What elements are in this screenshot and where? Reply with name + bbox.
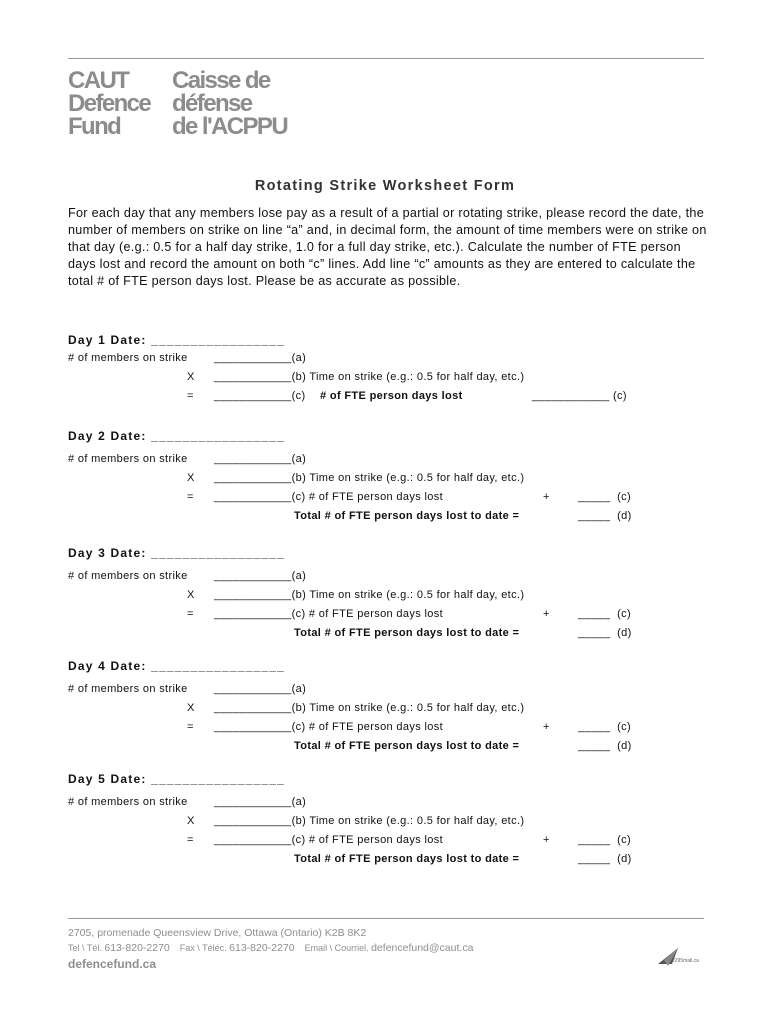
day-5-date-field[interactable]: Day 5 Date: _________________ xyxy=(68,772,285,786)
fte-c-field[interactable]: ____________ (c) xyxy=(532,390,627,402)
line-b-field[interactable]: ____________(b) Time on strike (e.g.: 0.5 for half day, etc.) xyxy=(214,702,525,714)
logo-en-line3: Fund xyxy=(68,113,121,140)
d-total-field[interactable]: _____ (d) xyxy=(578,853,632,865)
times-sign: X xyxy=(187,472,195,484)
times-sign: X xyxy=(187,702,195,714)
d-total-field[interactable]: _____ (d) xyxy=(578,740,632,752)
plus-sign: + xyxy=(543,721,550,733)
c-sum-field[interactable]: _____ (c) xyxy=(578,834,632,846)
line-a-field[interactable]: ____________(a) xyxy=(214,570,307,582)
line-b-field[interactable]: ____________(b) Time on strike (e.g.: 0.5 for half day, etc.) xyxy=(214,472,525,484)
total-label: Total # of FTE person days lost to date = xyxy=(294,627,520,639)
logo-en-line2: Defence xyxy=(68,90,151,117)
line-b-field[interactable]: ____________(b) Time on strike (e.g.: 0.5 for half day, etc.) xyxy=(214,589,525,601)
times-sign: X xyxy=(187,815,195,827)
line-b-field[interactable]: ____________(b) Time on strike (e.g.: 0.5 for half day, etc.) xyxy=(214,815,525,827)
logo-en-line1: CAUT xyxy=(68,67,129,94)
fte-label: # of FTE person days lost xyxy=(320,390,463,402)
email-label: Email \ Courriel. xyxy=(304,943,369,953)
members-label: # of members on strike xyxy=(68,683,188,695)
line-a-field[interactable]: ____________(a) xyxy=(214,352,307,364)
footer-website-link[interactable]: defencefund.ca xyxy=(68,957,157,971)
mail-logo xyxy=(656,944,700,968)
line-c-field[interactable]: ____________(c) # of FTE person days lost xyxy=(214,491,443,503)
logo-fr-line3: de l'ACPPU xyxy=(172,113,288,140)
mail-logo-text: 2295mali.ca xyxy=(672,958,699,964)
total-label: Total # of FTE person days lost to date = xyxy=(294,740,520,752)
day-2-date-field[interactable]: Day 2 Date: _________________ xyxy=(68,429,285,443)
line-a-field[interactable]: ____________(a) xyxy=(214,683,307,695)
footer-contact xyxy=(68,942,473,954)
equals-sign: = xyxy=(187,608,194,620)
page-title: Rotating Strike Worksheet Form xyxy=(254,178,516,194)
day-1-date-field[interactable]: Day 1 Date: _________________ xyxy=(68,333,285,347)
plus-sign: + xyxy=(543,834,550,846)
times-sign: X xyxy=(187,371,195,383)
top-rule xyxy=(68,58,704,59)
equals-sign: = xyxy=(187,834,194,846)
line-a-field[interactable]: ____________(a) xyxy=(214,453,307,465)
d-total-field[interactable]: _____ (d) xyxy=(578,627,632,639)
members-label: # of members on strike xyxy=(68,453,188,465)
paper-plane-icon xyxy=(656,944,700,968)
members-label: # of members on strike xyxy=(68,570,188,582)
equals-sign: = xyxy=(187,721,194,733)
equals-sign: = xyxy=(187,390,194,402)
logo-fr-line1: Caisse de xyxy=(172,67,270,94)
plus-sign: + xyxy=(543,491,550,503)
tel-label: Tel \ Tél. xyxy=(68,943,102,953)
footer-address: 2705, promenade Queensview Drive, Ottawa (Ontario) K2B 8K2 xyxy=(68,927,367,939)
logo-fr-line2: défense xyxy=(172,90,252,117)
line-c-field[interactable]: ____________(c) # of FTE person days lost xyxy=(214,721,443,733)
line-c-field[interactable]: ____________(c) xyxy=(214,390,306,402)
c-sum-field[interactable]: _____ (c) xyxy=(578,721,632,733)
c-sum-field[interactable]: _____ (c) xyxy=(578,491,632,503)
fax-label: Fax \ Téléc. xyxy=(179,943,227,953)
c-sum-field[interactable]: _____ (c) xyxy=(578,608,632,620)
line-c-field[interactable]: ____________(c) # of FTE person days lost xyxy=(214,608,443,620)
members-label: # of members on strike xyxy=(68,796,188,808)
footer-rule xyxy=(68,918,704,919)
line-c-field[interactable]: ____________(c) # of FTE person days lost xyxy=(214,834,443,846)
tel-number: 613-820-2270 xyxy=(104,942,170,954)
day-4-date-field[interactable]: Day 4 Date: _________________ xyxy=(68,659,285,673)
day-3-date-field[interactable]: Day 3 Date: _________________ xyxy=(68,546,285,560)
email-link[interactable]: defencefund@caut.ca xyxy=(371,942,474,954)
line-a-field[interactable]: ____________(a) xyxy=(214,796,307,808)
times-sign: X xyxy=(187,589,195,601)
line-b-field[interactable]: ____________(b) Time on strike (e.g.: 0.5 for half day, etc.) xyxy=(214,371,525,383)
fax-number: 613-820-2270 xyxy=(229,942,295,954)
plus-sign: + xyxy=(543,608,550,620)
total-label: Total # of FTE person days lost to date = xyxy=(294,853,520,865)
instructions-paragraph: For each day that any members lose pay as a result of a partial or rotating strike, please record the date, the number of members on strike on line “a” and, in decimal form, the amount of time members were on strike on that day (e.g.: 0.5 for a half day strike, 1.0 for a full day strike, etc.). Calculate the number of FTE person days lost and record the amount on both “c” lines. Add line “c” amounts as they are entered to calculate the total # of FTE person days lost. Please be as accurate as possible. xyxy=(68,206,707,288)
total-label: Total # of FTE person days lost to date = xyxy=(294,510,520,522)
d-total-field[interactable]: _____ (d) xyxy=(578,510,632,522)
equals-sign: = xyxy=(187,491,194,503)
members-label: # of members on strike xyxy=(68,352,188,364)
